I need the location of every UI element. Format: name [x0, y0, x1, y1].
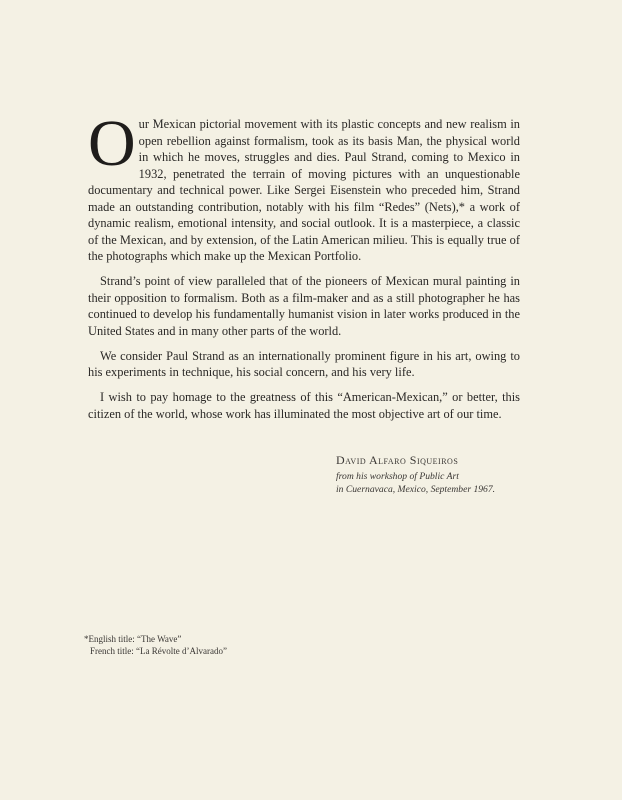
- author-signature: David Alfaro Siqueiros: [336, 453, 459, 467]
- paragraph-1: [88, 107, 520, 265]
- source-note: [336, 471, 526, 496]
- paragraph-3: We consider Paul Strand as an internationally prominent figure in his art, owing to his experiments in technique, his social concern, and his very life.: [88, 348, 520, 379]
- paragraph-1-text: ur Mexican pictorial movement with its plastic concepts and new realism in open rebellion against formalism, took as its basis Man, the physical world in which he moves, struggles and dies. Paul Strand, coming to Mexico in 1932, penetrated the terrain of moving pictures with an unquestionable documentary and technical power. Like Sergei Eisenstein who preceded him, Strand made an outstanding contribution, notably with his film “Redes” (Nets),* a work of dynamic realism, emotional intensity, and social outlook. It is a masterpiece, a classic of the Mexican, and by extension, of the Latin American milieu. This is equally true of the photographs which make up the Mexican Portfolio.: [88, 117, 520, 263]
- source-line-2: in Cuernavaca, Mexico, September 1967.: [336, 483, 496, 495]
- paragraph-4: I wish to pay homage to the greatness of this “American-Mexican,” or better, this citizen of the world, whose work has illuminated the most objective art of our time.: [88, 390, 520, 421]
- essay-body: [88, 107, 520, 431]
- footnotes: [84, 633, 344, 657]
- drop-cap: O: [88, 107, 136, 180]
- footnote-english-title: *English title: “The Wave”: [84, 634, 182, 644]
- paragraph-2: Strand’s point of view paralleled that of the pioneers of Mexican mural painting in their opposition to formalism. Both as a film-maker and as a still photographer he has continued to develop his fundamentally humanist vision in later works produced in the United States and in many other parts of the world.: [88, 274, 520, 338]
- source-line-1: from his workshop of Public Art: [336, 471, 459, 482]
- footnote-french-title: French title: “La Révolte d’Alvarado”: [90, 646, 227, 656]
